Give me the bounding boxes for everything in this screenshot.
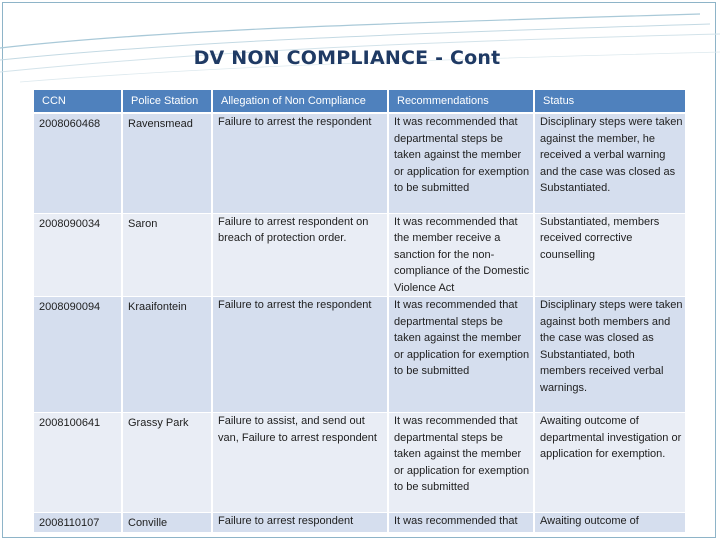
cell-allegation: Failure to arrest respondent on breach of protection order. — [212, 213, 388, 297]
header-allegation: Allegation of Non Compliance — [212, 90, 388, 113]
cell-allegation: Failure to arrest the respondent — [212, 113, 388, 213]
cell-station: Grassy Park — [122, 413, 212, 513]
cell-recommendation: It was recommended that departmental steps be taken against the member or application for exemption to be submitted — [388, 413, 534, 513]
cell-status: Disciplinary steps were taken against the member, he received a verbal warning and the case was closed as Substantiated. — [534, 113, 686, 213]
table-row — [34, 213, 686, 297]
decorative-swoosh — [0, 0, 720, 90]
cell-status: Awaiting outcome of — [534, 513, 686, 533]
dv-table — [34, 90, 687, 533]
cell-allegation: Failure to assist, and send out van, Failure to arrest respondent — [212, 413, 388, 513]
cell-station: Kraaifontein — [122, 297, 212, 413]
cell-ccn: 2008110107 — [34, 513, 122, 533]
table-row — [34, 297, 686, 413]
cell-recommendation: It was recommended that departmental steps be taken against the member or application for exemption to be submitted — [388, 113, 534, 213]
cell-ccn: 2008090034 — [34, 213, 122, 297]
table-header-row — [34, 90, 686, 113]
cell-allegation: Failure to arrest respondent — [212, 513, 388, 533]
cell-station: Conville — [122, 513, 212, 533]
header-police-station: Police Station — [122, 90, 212, 113]
table-row — [34, 413, 686, 513]
cell-ccn: 2008060468 — [34, 113, 122, 213]
cell-ccn: 2008090094 — [34, 297, 122, 413]
cell-allegation: Failure to arrest the respondent — [212, 297, 388, 413]
cell-status: Awaiting outcome of departmental investigation or application for exemption. — [534, 413, 686, 513]
header-ccn: CCN — [34, 90, 122, 113]
cell-recommendation: It was recommended that — [388, 513, 534, 533]
header-recommendations: Recommendations — [388, 90, 534, 113]
table-row — [34, 513, 686, 533]
cell-ccn: 2008100641 — [34, 413, 122, 513]
cell-status: Substantiated, members received corrective counselling — [534, 213, 686, 297]
cell-recommendation: It was recommended that the member receive a sanction for the non-compliance of the Domestic Violence Act — [388, 213, 534, 297]
cell-recommendation: It was recommended that departmental steps be taken against the member or application for exemption to be submitted — [388, 297, 534, 413]
header-status: Status — [534, 90, 686, 113]
cell-status: Disciplinary steps were taken against both members and the case was closed as Substantiated, both members received verbal warnings. — [534, 297, 686, 413]
cell-station: Saron — [122, 213, 212, 297]
table-row — [34, 113, 686, 213]
page-title: DV NON COMPLIANCE - Cont — [193, 47, 501, 69]
cell-station: Ravensmead — [122, 113, 212, 213]
